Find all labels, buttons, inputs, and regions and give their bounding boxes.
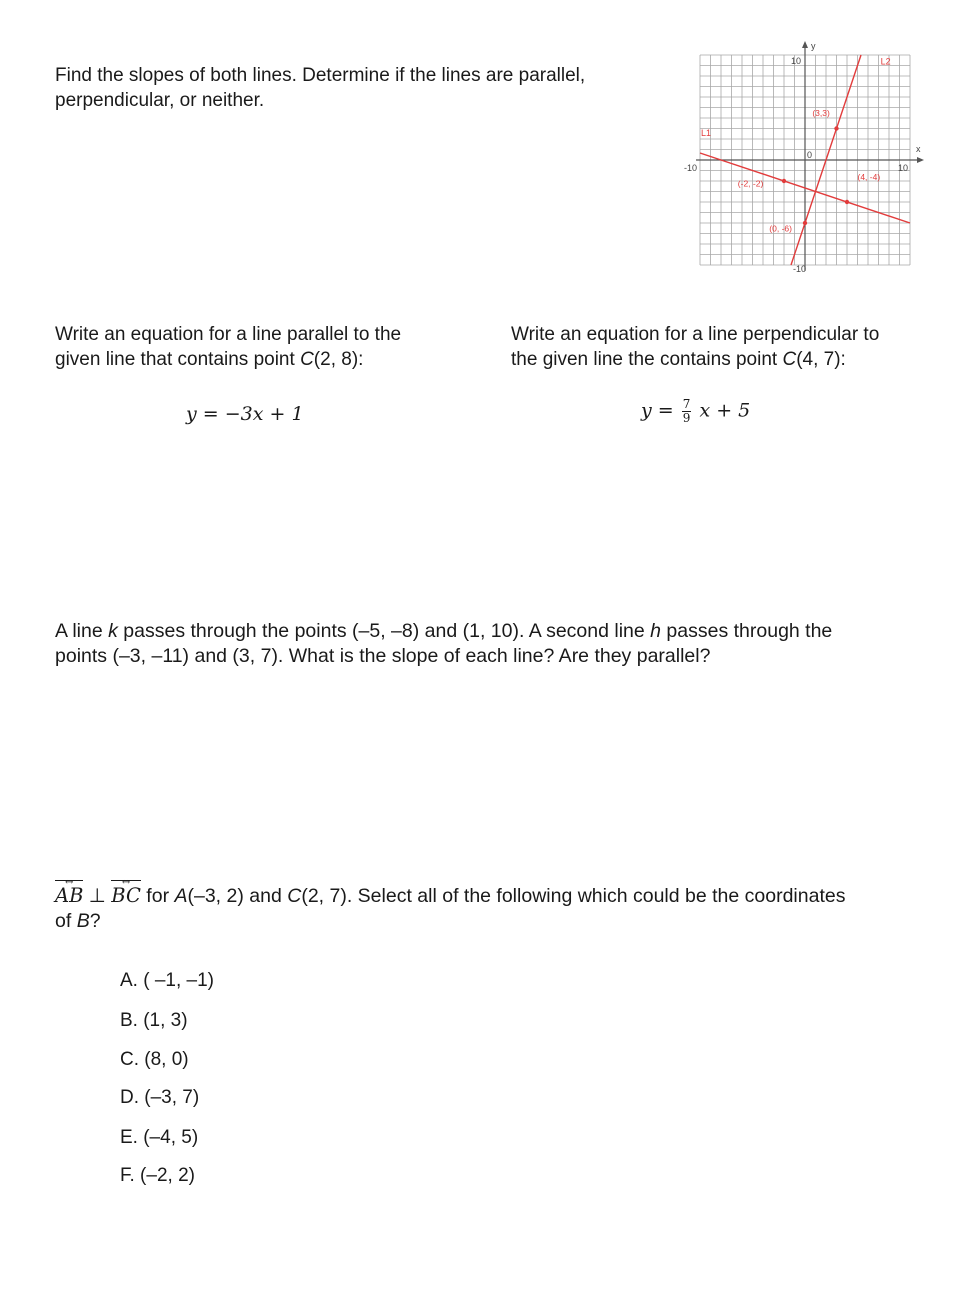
q3-eq-rhs: x + 5 <box>699 399 751 422</box>
q3-point-var: C <box>782 349 797 370</box>
q3-prompt <box>511 322 879 372</box>
tick-x-max: 10 <box>898 163 909 173</box>
q3-eq-lhs: y = <box>641 399 674 422</box>
q3-prompt-text: the given line the contains point <box>511 349 783 370</box>
point-label: (4, -4) <box>857 171 881 182</box>
q5-text-c: ? <box>89 910 101 932</box>
tick-x-min: -10 <box>684 163 698 173</box>
choice-b[interactable]: B. (1, 3) <box>120 1010 188 1031</box>
line2-label: L2 <box>880 56 891 67</box>
ray-bc: BC ↔ <box>111 883 141 908</box>
q1-prompt-line1: Find the slopes of both lines. Determine if the lines are parallel, <box>55 65 586 86</box>
q2-point-coords: (2, 8): <box>313 349 364 370</box>
choice-e[interactable]: E. (–4, 5) <box>120 1127 199 1148</box>
q4-text-c: passes through the <box>661 620 833 642</box>
tick-y-max: 10 <box>791 56 802 66</box>
q4-prompt <box>55 619 832 669</box>
q1-prompt-line2: perpendicular, or neither. <box>55 90 265 111</box>
plotted-point <box>845 200 849 204</box>
q3-eq-denominator: 9 <box>682 411 691 425</box>
origin-label: 0 <box>807 150 813 160</box>
q4-text-a: A line <box>55 620 109 642</box>
point-label: (3,3) <box>812 107 830 118</box>
q3-point-coords: (4, 7): <box>796 349 846 370</box>
q4-prompt-line2: points (–3, –11) and (3, 7). What is the slope of each line? Are they parallel? <box>55 645 711 667</box>
q3-equation <box>641 398 750 425</box>
ray-ab: AB ↔ <box>55 883 83 908</box>
choice-a[interactable]: A. ( –1, –1) <box>120 970 214 991</box>
q5-var-c: C <box>287 885 302 907</box>
q4-prompt-line1 <box>55 619 832 644</box>
q5-var-b: B <box>76 910 90 932</box>
q4-text-b: passes through the points (–5, –8) and (1, 10). A second line <box>117 620 651 642</box>
q2-point-var: C <box>300 349 314 370</box>
q5-var-a: A <box>174 885 188 907</box>
q3-eq-fraction <box>682 398 692 425</box>
choice-f[interactable]: F. (–2, 2) <box>120 1165 195 1186</box>
q5-prompt-line1 <box>55 883 845 909</box>
point-label: (0, -6) <box>769 223 792 234</box>
q5-coords-c: (2, 7). Select all of the following which could be the coordinates <box>301 885 846 907</box>
q1-prompt <box>55 63 585 113</box>
q4-var-h: h <box>650 620 661 642</box>
q2-equation: y = −3x + 1 <box>186 403 304 425</box>
q5-prompt-line2 <box>55 909 845 934</box>
q2-prompt-text: given line that contains point <box>55 349 301 370</box>
q5-text-b: of <box>55 910 77 932</box>
choice-c[interactable]: C. (8, 0) <box>120 1049 189 1070</box>
coordinate-graph <box>680 35 925 285</box>
point-label: (-2, -2) <box>737 178 764 189</box>
choice-d[interactable]: D. (–3, 7) <box>120 1087 200 1108</box>
perpendicular-symbol: ⊥ <box>88 885 106 907</box>
q4-var-k: k <box>108 620 118 642</box>
x-axis-label: x <box>916 144 921 154</box>
q2-prompt-line1: Write an equation for a line parallel to the <box>55 324 402 345</box>
plotted-point <box>803 221 807 225</box>
q5-prompt <box>55 883 845 934</box>
q3-prompt-line2 <box>511 347 879 372</box>
q2-prompt-line2 <box>55 347 401 372</box>
y-axis-label: y <box>811 41 816 51</box>
q2-prompt <box>55 322 401 372</box>
tick-y-min: -10 <box>793 264 807 274</box>
line1-label: L1 <box>701 128 712 138</box>
plotted-point <box>834 126 838 130</box>
q3-prompt-line1: Write an equation for a line perpendicular to <box>511 324 880 345</box>
q5-coords-a: (–3, 2) and <box>187 885 288 907</box>
q5-text-a: for <box>140 885 175 907</box>
y-axis-arrow-icon <box>802 41 808 48</box>
q3-eq-numerator: 7 <box>682 397 691 411</box>
x-axis-arrow-icon <box>917 157 924 163</box>
plotted-point <box>782 179 786 183</box>
